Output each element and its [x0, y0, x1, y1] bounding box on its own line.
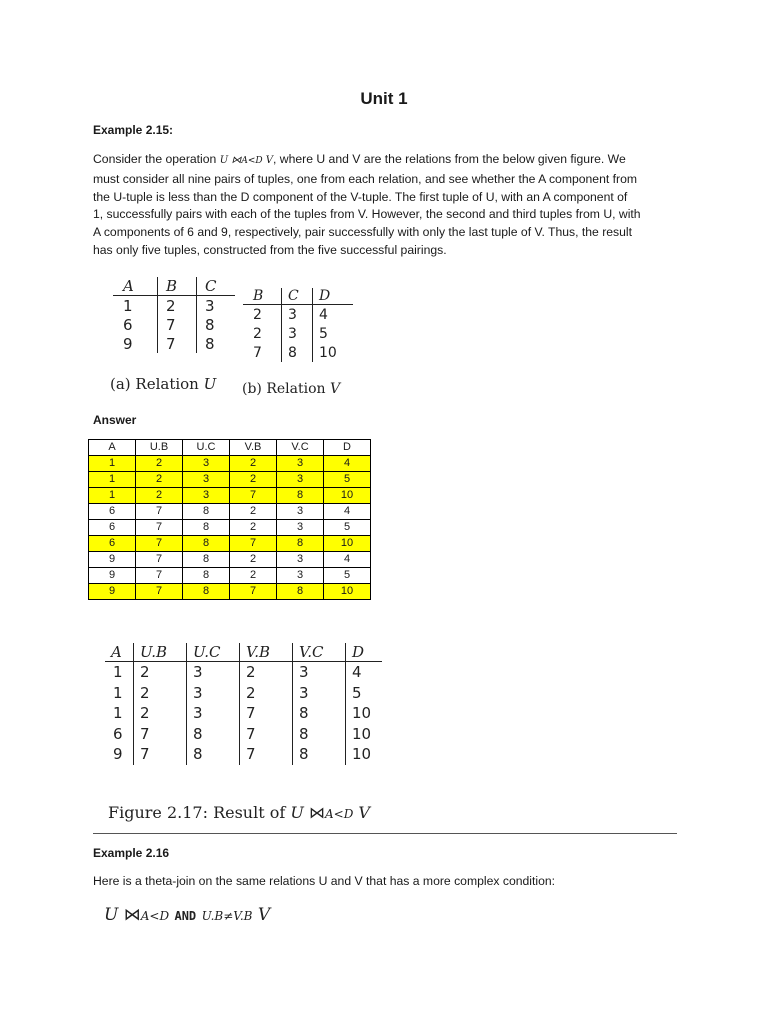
figure-cell: 9 — [113, 745, 123, 764]
answer-header-cell: A — [89, 440, 136, 456]
figure-cell: 10 — [346, 703, 383, 724]
fig-header-d: D — [346, 643, 383, 662]
answer-cell: 7 — [230, 488, 277, 504]
answer-cell: 9 — [89, 584, 136, 600]
answer-row — [89, 536, 371, 552]
fig-header-a: A — [105, 643, 134, 662]
answer-cell: 2 — [230, 552, 277, 568]
figure-cell: 4 — [346, 662, 383, 683]
relation-u-cell: 8 — [197, 315, 236, 334]
paragraph-line-1: Consider the operation U ⋈A<D V, where U and V are the relations from the below given figure. We — [93, 152, 626, 166]
figure-row — [105, 744, 382, 765]
answer-cell: 8 — [183, 552, 230, 568]
answer-cell: 3 — [277, 552, 324, 568]
figure-cell: 1 — [113, 683, 123, 702]
answer-cell: 6 — [89, 536, 136, 552]
figure-cell: 8 — [293, 703, 346, 724]
paragraph-prefix: Consider the operation — [93, 152, 220, 166]
figure-cell: 2 — [240, 662, 293, 683]
answer-cell: 2 — [230, 568, 277, 584]
answer-cell: 7 — [230, 584, 277, 600]
relation-v-cell: 3 — [282, 305, 313, 325]
answer-cell: 8 — [277, 488, 324, 504]
answer-label: Answer — [93, 413, 137, 427]
relation-u-cell: 3 — [197, 296, 236, 316]
answer-cell: 3 — [183, 456, 230, 472]
figure-row — [105, 662, 382, 683]
paragraph-line-6: has only five tuples, constructed from the five successful pairings. — [93, 242, 447, 257]
figure-cell: 8 — [187, 744, 240, 765]
answer-row — [89, 584, 371, 600]
page-title: Unit 1 — [360, 89, 408, 108]
section-divider — [93, 833, 677, 834]
answer-cell: 5 — [324, 568, 371, 584]
answer-header-cell: U.C — [183, 440, 230, 456]
answer-cell: 10 — [324, 584, 371, 600]
relation-v-cell: 2 — [253, 325, 262, 342]
answer-row — [89, 520, 371, 536]
example-2-15-label: Example 2.15: — [93, 123, 174, 137]
answer-cell: 8 — [183, 584, 230, 600]
answer-table — [88, 439, 371, 600]
figure-cell: 3 — [293, 662, 346, 683]
answer-row — [89, 456, 371, 472]
figure-cell: 1 — [113, 704, 123, 723]
answer-cell: 2 — [230, 520, 277, 536]
figure-cell: 3 — [187, 683, 240, 704]
figure-cell: 7 — [134, 744, 187, 765]
figure-cell: 8 — [293, 744, 346, 765]
paragraph-line-3: the U-tuple is less than the D component of the V-tuple. The first tuple of U, with an A component of — [93, 189, 628, 204]
relation-v-cell: 8 — [282, 343, 313, 362]
figure-cell: 1 — [113, 663, 123, 682]
relation-v-header-b: B — [243, 288, 282, 305]
answer-header-cell: V.C — [277, 440, 324, 456]
answer-cell: 3 — [277, 456, 324, 472]
relation-u-cell: 9 — [123, 334, 133, 353]
answer-cell: 2 — [136, 456, 183, 472]
answer-cell: 3 — [183, 472, 230, 488]
figure-cell: 7 — [134, 724, 187, 745]
relation-u-cell: 7 — [158, 315, 197, 334]
relation-u-cell: 2 — [158, 296, 197, 316]
figure-2-17-table-wrap — [105, 643, 382, 765]
relation-v-table — [243, 288, 353, 362]
relation-u-caption: (a) Relation U — [110, 375, 217, 393]
answer-cell: 8 — [183, 520, 230, 536]
answer-cell: 2 — [230, 504, 277, 520]
answer-row — [89, 504, 371, 520]
answer-cell: 7 — [136, 552, 183, 568]
figure-cell: 10 — [346, 744, 383, 765]
answer-cell: 9 — [89, 552, 136, 568]
answer-header-row — [89, 440, 371, 456]
relation-u-cell: 8 — [197, 334, 236, 353]
figure-cell: 8 — [293, 724, 346, 745]
answer-cell: 6 — [89, 520, 136, 536]
answer-cell: 2 — [136, 488, 183, 504]
example-2-16-paragraph: Here is a theta-join on the same relations U and V that has a more complex condition: — [93, 874, 556, 888]
answer-cell: 3 — [277, 472, 324, 488]
relation-v-cell: 4 — [313, 305, 354, 325]
answer-cell: 3 — [183, 488, 230, 504]
answer-header-cell: U.B — [136, 440, 183, 456]
answer-cell: 9 — [89, 568, 136, 584]
relation-v-cell: 5 — [313, 324, 354, 343]
relation-v-header-c: C — [282, 288, 313, 305]
figure-cell: 2 — [134, 683, 187, 704]
figure-cell: 5 — [346, 683, 383, 704]
figure-2-17-table — [105, 643, 382, 765]
answer-cell: 8 — [277, 584, 324, 600]
paragraph-line-2: must consider all nine pairs of tuples, one from each relation, and see whether the A component from — [93, 171, 638, 186]
theta-join-formula: U ⋈A<D AND U.B≠V.B V — [104, 905, 271, 925]
answer-cell: 2 — [230, 456, 277, 472]
answer-cell: 7 — [230, 536, 277, 552]
relation-u-cell: 7 — [158, 334, 197, 353]
answer-cell: 3 — [277, 568, 324, 584]
relation-u-table — [113, 277, 235, 353]
answer-cell: 7 — [136, 504, 183, 520]
answer-cell: 4 — [324, 552, 371, 568]
figure-row — [105, 724, 382, 745]
figure-cell: 7 — [240, 724, 293, 745]
relation-v-cell: 7 — [253, 344, 262, 361]
answer-row — [89, 488, 371, 504]
inline-join-expression: U ⋈A<D V — [219, 155, 274, 166]
answer-cell: 1 — [89, 456, 136, 472]
answer-cell: 10 — [324, 536, 371, 552]
answer-cell: 1 — [89, 488, 136, 504]
figure-cell: 2 — [134, 703, 187, 724]
answer-cell: 6 — [89, 504, 136, 520]
answer-cell: 8 — [277, 536, 324, 552]
figure-cell: 3 — [293, 683, 346, 704]
answer-cell: 5 — [324, 472, 371, 488]
answer-cell: 10 — [324, 488, 371, 504]
figure-cell: 7 — [240, 703, 293, 724]
answer-cell: 7 — [136, 520, 183, 536]
answer-cell: 7 — [136, 568, 183, 584]
relation-u-header-c: C — [197, 277, 236, 296]
paragraph-line-5: A components of 6 and 9, respectively, pair successfully with only the last tuple of V. Thus, the result — [93, 225, 633, 240]
figure-cell: 7 — [240, 744, 293, 765]
example-2-16-label: Example 2.16 — [93, 846, 170, 860]
figure-cell: 2 — [134, 662, 187, 683]
answer-header-cell: D — [324, 440, 371, 456]
answer-cell: 8 — [183, 536, 230, 552]
figure-2-17-caption: Figure 2.17: Result of U ⋈A<D V — [108, 803, 370, 822]
answer-row — [89, 472, 371, 488]
relation-v-cell: 10 — [313, 343, 354, 362]
answer-cell: 3 — [277, 504, 324, 520]
answer-cell: 4 — [324, 456, 371, 472]
answer-cell: 7 — [136, 536, 183, 552]
relation-u-figure — [113, 277, 235, 353]
answer-table-body — [89, 440, 371, 600]
fig-header-vb: V.B — [240, 643, 293, 662]
relation-u-header-a: A — [113, 277, 158, 296]
figure-cell: 10 — [346, 724, 383, 745]
relation-u-header-b: B — [158, 277, 197, 296]
figure-cell: 3 — [187, 703, 240, 724]
fig-header-vc: V.C — [293, 643, 346, 662]
figure-cell: 2 — [240, 683, 293, 704]
relation-u-cell: 1 — [123, 296, 133, 315]
paragraph-line-4: 1, successfully pairs with each of the tuples from V. However, the second and third tuples from U, with — [93, 207, 641, 222]
example-2-15-paragraph — [93, 151, 675, 260]
relation-v-caption: (b) Relation V — [242, 381, 341, 397]
figure-row — [105, 683, 382, 704]
answer-cell: 4 — [324, 504, 371, 520]
relation-v-cell: 3 — [282, 324, 313, 343]
figure-cell: 3 — [187, 662, 240, 683]
answer-cell: 7 — [136, 584, 183, 600]
answer-cell: 5 — [324, 520, 371, 536]
fig-header-uc: U.C — [187, 643, 240, 662]
fig-header-ub: U.B — [134, 643, 187, 662]
relation-u-cell: 6 — [123, 315, 133, 334]
figure-cell: 8 — [187, 724, 240, 745]
figure-2-17-body — [105, 662, 382, 765]
answer-header-cell: V.B — [230, 440, 277, 456]
relation-v-cell: 2 — [253, 306, 262, 323]
answer-cell: 3 — [277, 520, 324, 536]
relation-v-figure — [243, 288, 353, 362]
answer-cell: 8 — [183, 568, 230, 584]
relation-v-header-d: D — [313, 288, 354, 305]
answer-cell: 8 — [183, 504, 230, 520]
answer-row — [89, 568, 371, 584]
figure-row — [105, 703, 382, 724]
answer-row — [89, 552, 371, 568]
answer-cell: 2 — [136, 472, 183, 488]
answer-cell: 1 — [89, 472, 136, 488]
figure-cell: 6 — [113, 724, 123, 743]
answer-cell: 2 — [230, 472, 277, 488]
